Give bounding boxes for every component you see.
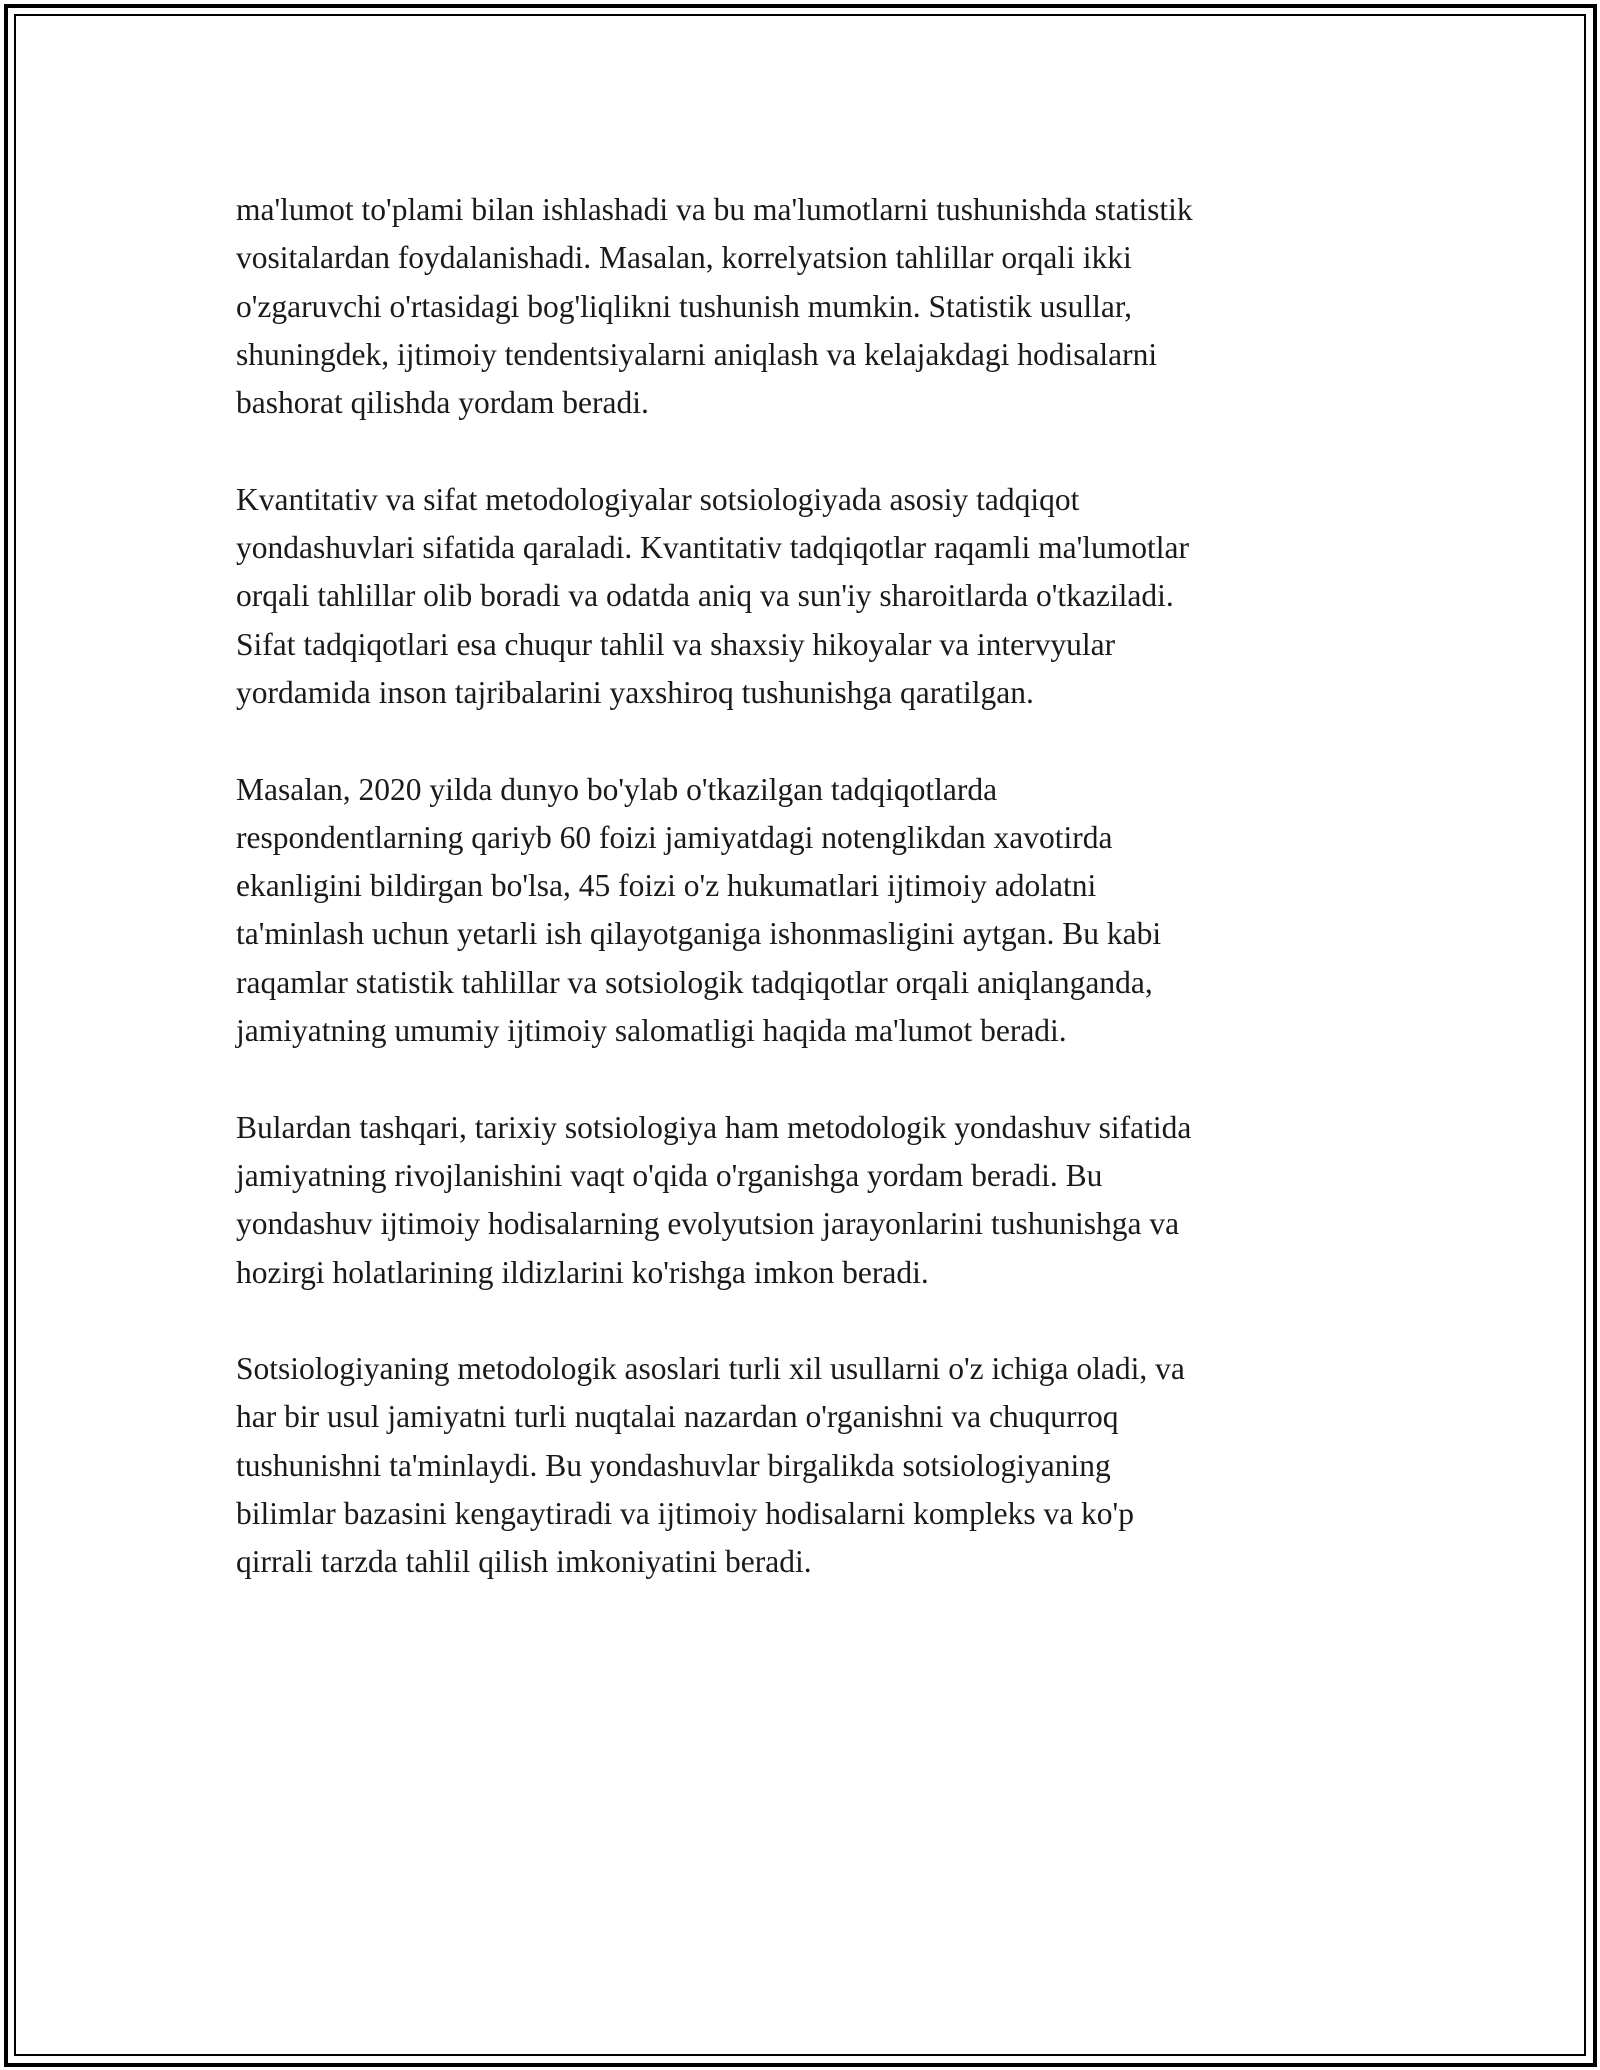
paragraph: ma'lumot to'plami bilan ishlashadi va bu ma'lumotlarni tushunishda statistik vositalardan foydalanishadi. Masalan, korrelyatsion tahlillar orqali ikki o'zgaruvchi o'rtasidagi bog'liqlikni tushunish mumkin. Statistik usullar, shuningdek, ijtimoiy tendentsiyalarni aniqlash va kelajakdagi hodisalarni bashorat qilishda yordam beradi. [236,192,1193,421]
paragraph: Sotsiologiyaning metodologik asoslari turli xil usullarni o'z ichiga oladi, va har bir usul jamiyatni turli nuqtalai nazardan o'rganishni va chuqurroq tushunishni ta'minlaydi. Bu yondashuvlar birgalikda sotsiologiyaning bilimlar bazasini kengaytiradi va ijtimoiy hodisalarni kompleks va ko'p qirrali tarzda tahlil qilish imkoniyatini beradi. [236,1351,1185,1580]
document-body [236,186,1366,1635]
paragraph: Kvantitativ va sifat metodologiyalar sotsiologiyada asosiy tadqiqot yondashuvlari sifatida qaraladi. Kvantitativ tadqiqotlar raqamli ma'lumotlar orqali tahlillar olib boradi va odatda aniq va sun'iy sharoitlarda o'tkaziladi. Sifat tadqiqotlari esa chuqur tahlil va shaxsiy hikoyalar va intervyular yordamida inson tajribalarini yaxshiroq tushunishga qaratilgan. [236,481,1190,710]
paragraph: Masalan, 2020 yilda dunyo bo'ylab o'tkazilgan tadqiqotlarda respondentlarning qariyb 60 foizi jamiyatdagi notenglikdan xavotirda ekanligini bildirgan bo'lsa, 45 foizi o'z hukumatlari ijtimoiy adolatni ta'minlash uchun yetarli ish qilayotganiga ishonmasligini aytgan. Bu kabi raqamlar statistik tahlillar va sotsiologik tadqiqotlar orqali aniqlanganda, jamiyatning umumiy ijtimoiy salomatligi haqida ma'lumot beradi. [236,771,1162,1049]
paragraph: Bulardan tashqari, tarixiy sotsiologiya ham metodologik yondashuv sifatida jamiyatning rivojlanishini vaqt o'qida o'rganishga yordam beradi. Bu yondashuv ijtimoiy hodisalarning evolyutsion jarayonlarini tushunishga va hozirgi holatlarining ildizlarini ko'rishga imkon beradi. [236,1109,1192,1290]
